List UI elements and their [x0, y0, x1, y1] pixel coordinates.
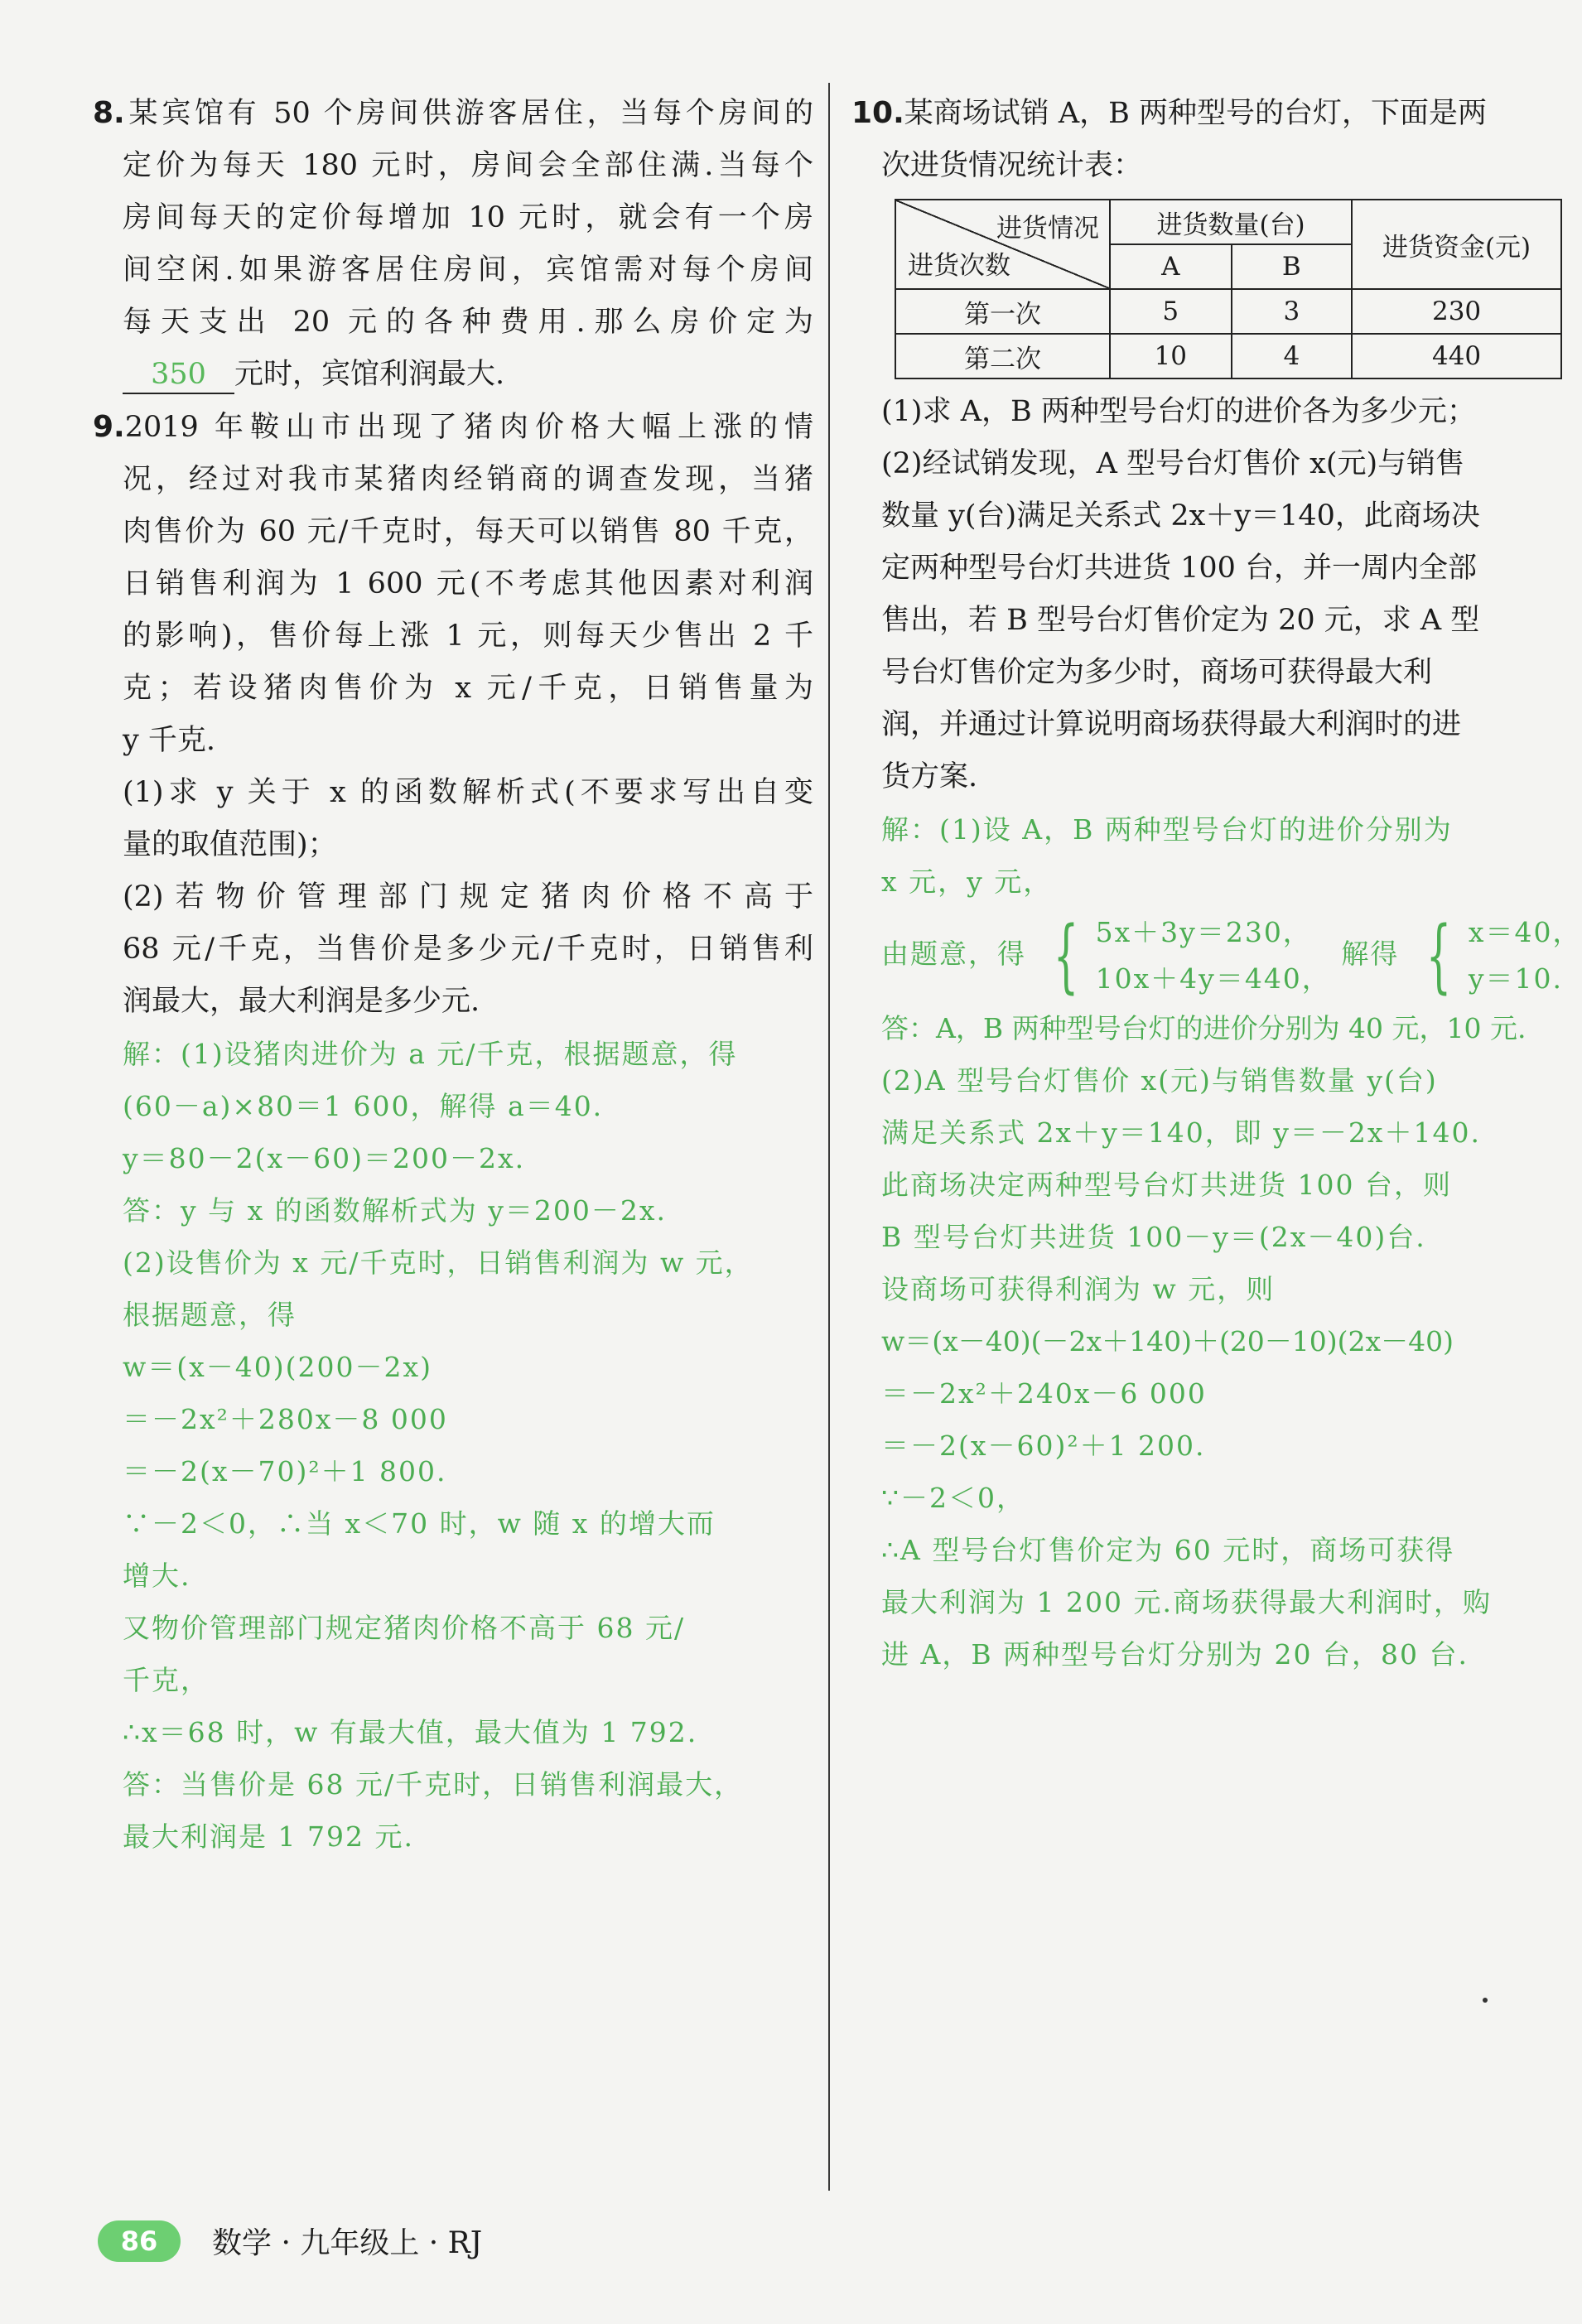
question-text: 号台灯售价定为多少时，商场可获得最大利	[881, 656, 1433, 689]
question-8	[93, 87, 813, 401]
question-text: 某宾馆有 50 个房间供游客居住，当每个房间的	[124, 97, 813, 130]
solution-line: 答：当售价是 68 元/千克时，日销售利润最大，	[123, 1768, 744, 1801]
question-text: 房间每天的定价每增加 10 元时，就会有一个房	[123, 201, 813, 234]
equation: y＝10.	[1468, 962, 1564, 995]
question-text: 次进货情况统计表：	[881, 149, 1143, 182]
solution-line: ＝－2(x－70)²＋1 800.	[123, 1455, 447, 1487]
solution-line: 此商场决定两种型号台灯共进货 100 台，则	[881, 1169, 1452, 1201]
question-text: 定两种型号台灯共进货 100 台，并一周内全部	[881, 552, 1478, 585]
answer-blank: 350	[123, 356, 234, 394]
solution-block	[93, 1028, 813, 1863]
solution-line: 满足关系式 2x＋y＝140，即 y＝－2x＋140.	[881, 1116, 1481, 1149]
question-text: (2)若物价管理部门规定猪肉价格不高于	[123, 880, 813, 914]
solution-line: (60－a)×80＝1 600，解得 a＝40.	[123, 1090, 604, 1122]
column-divider	[828, 83, 830, 2191]
question-number: 8.	[93, 96, 125, 130]
system-right	[1410, 909, 1582, 1002]
question-text: 2019 年鞍山市出现了猪肉价格大幅上涨的情	[124, 411, 813, 444]
left-column	[93, 87, 813, 1863]
right-column	[851, 87, 1582, 1680]
question-text: 元时，宾馆利润最大.	[234, 358, 505, 391]
equation: x＝40，	[1468, 916, 1582, 948]
solution-line: ＝－2x²＋280x－8 000	[123, 1403, 448, 1435]
solution-line: ∵－2＜0，	[881, 1482, 1025, 1514]
question-text: 数量 y(台)满足关系式 2x＋y＝140，此商场决	[881, 499, 1480, 533]
table-cell: 第一次	[895, 289, 1110, 334]
table-header: B	[1232, 244, 1353, 289]
solution-line: 答：A，B 两种型号台灯的进价分别为 40 元，10 元.	[881, 1012, 1527, 1044]
question-number: 10.	[851, 96, 904, 130]
table-cell: 4	[1232, 334, 1353, 378]
purchase-table	[895, 199, 1562, 379]
question-text: (2)经试销发现，A 型号台灯售价 x(元)与销售	[881, 447, 1465, 480]
question-text: 克；若设猪肉售价为 x 元/千克，日销售量为	[123, 672, 813, 705]
table-row	[895, 334, 1561, 378]
table-cell: 第二次	[895, 334, 1110, 378]
solution-line: 最大利润是 1 792 元.	[123, 1820, 414, 1853]
solution-line: 根据题意，得	[123, 1299, 297, 1331]
solution-block	[851, 803, 1582, 1680]
question-text: 量的取值范围)；	[123, 828, 337, 861]
question-text: 货方案.	[881, 760, 978, 793]
question-text: 润最大，最大利润是多少元.	[123, 985, 480, 1018]
table-header: A	[1110, 244, 1231, 289]
question-text: 润，并通过计算说明商场获得最大利润时的进	[881, 708, 1462, 741]
question-text: y 千克.	[123, 724, 216, 757]
table-cell: 440	[1352, 334, 1561, 378]
question-text: (1)求 A，B 两种型号台灯的进价各为多少元；	[881, 395, 1476, 428]
solution-line: (2)A 型号台灯售价 x(元)与销售数量 y(台)	[881, 1064, 1438, 1097]
solution-line: 又物价管理部门规定猪肉价格不高于 68 元/	[123, 1612, 686, 1644]
corner-bottom-label: 进货次数	[908, 251, 1010, 281]
system-left	[1037, 909, 1331, 1002]
corner-top-label: 进货情况	[996, 214, 1100, 243]
solution-line: 最大利润为 1 200 元.商场获得最大利润时，购	[881, 1586, 1492, 1618]
solution-line: (2)设售价为 x 元/千克时，日销售利润为 w 元，	[123, 1246, 754, 1279]
question-text: 68 元/千克，当售价是多少元/千克时，日销售利	[123, 933, 813, 966]
table-header: 进货数量(台)	[1110, 200, 1352, 244]
solution-line: ∵－2＜0，∴当 x＜70 时，w 随 x 的增大而	[123, 1507, 716, 1540]
question-text: 每天支出 20 元的各种费用.那么房价定为	[123, 306, 813, 339]
solution-line: 解：(1)设 A，B 两种型号台灯的进价分别为	[881, 813, 1453, 846]
question-text: 日销售利润为 1 600 元(不考虑其他因素对利润	[123, 567, 813, 600]
question-number: 9.	[93, 410, 125, 444]
solution-line: ＝－2x²＋240x－6 000	[881, 1377, 1207, 1410]
question-10	[851, 87, 1582, 1680]
solution-line: w＝(x－40)(－2x＋140)＋(20－10)(2x－40)	[881, 1325, 1454, 1357]
solution-line: ∴A 型号台灯售价定为 60 元时，商场可获得	[881, 1534, 1455, 1566]
solution-line: B 型号台灯共进货 100－y＝(2x－40)台.	[881, 1221, 1426, 1253]
stray-dot	[1483, 1998, 1488, 2003]
table-corner-cell	[895, 200, 1110, 289]
solution-line: 答：y 与 x 的函数解析式为 y＝200－2x.	[123, 1194, 667, 1227]
solution-line: 千克，	[123, 1664, 210, 1696]
solution-line: 解：(1)设猪肉进价为 a 元/千克，根据题意，得	[123, 1038, 738, 1070]
brace-icon: {	[1425, 909, 1453, 1002]
solution-line: w＝(x－40)(200－2x)	[123, 1351, 432, 1383]
solution-line: y＝80－2(x－60)＝200－2x.	[123, 1142, 526, 1174]
question-text: 某商场试销 A，B 两种型号的台灯，下面是两	[904, 97, 1488, 130]
page-footer	[98, 2220, 482, 2262]
question-text: 况，经过对我市某猪肉经销商的调查发现，当猪	[123, 463, 813, 496]
table-row	[895, 289, 1561, 334]
question-text: 售出，若 B 型号台灯售价定为 20 元，求 A 型	[881, 604, 1480, 637]
question-text: 的影响)，售价每上涨 1 元，则每天少售出 2 千	[123, 620, 813, 653]
table-cell: 230	[1352, 289, 1561, 334]
solution-line: 进 A，B 两种型号台灯分别为 20 台，80 台.	[881, 1638, 1469, 1671]
solution-line: ＝－2(x－60)²＋1 200.	[881, 1430, 1206, 1462]
page-number: 86	[98, 2220, 181, 2262]
question-text: 间空闲.如果游客居住房间，宾馆需对每个房间	[123, 253, 813, 287]
table-header: 进货资金(元)	[1352, 200, 1561, 289]
table-cell: 5	[1110, 289, 1231, 334]
brace-icon: {	[1053, 909, 1079, 1002]
book-title: 数学 · 九年级上 · RJ	[212, 2226, 483, 2260]
system-mid: 解得	[1341, 938, 1400, 970]
equation: 10x＋4y＝440，	[1095, 962, 1331, 995]
equation-system	[851, 908, 1582, 1002]
table-cell: 3	[1232, 289, 1353, 334]
solution-line: x 元，y 元，	[881, 865, 1053, 898]
system-prefix: 由题意，得	[881, 938, 1026, 970]
solution-line: ∴x＝68 时，w 有最大值，最大值为 1 792.	[123, 1716, 698, 1748]
table-cell: 10	[1110, 334, 1231, 378]
solution-line: 增大.	[123, 1560, 191, 1592]
equation: 5x＋3y＝230，	[1095, 916, 1312, 948]
question-text: 定价为每天 180 元时，房间会全部住满.当每个	[123, 149, 813, 182]
question-text: (1)求 y 关于 x 的函数解析式(不要求写出自变	[123, 776, 813, 809]
question-9	[93, 401, 813, 1863]
question-text: 肉售价为 60 元/千克时，每天可以销售 80 千克，	[123, 515, 813, 548]
solution-line: 设商场可获得利润为 w 元，则	[881, 1273, 1276, 1305]
